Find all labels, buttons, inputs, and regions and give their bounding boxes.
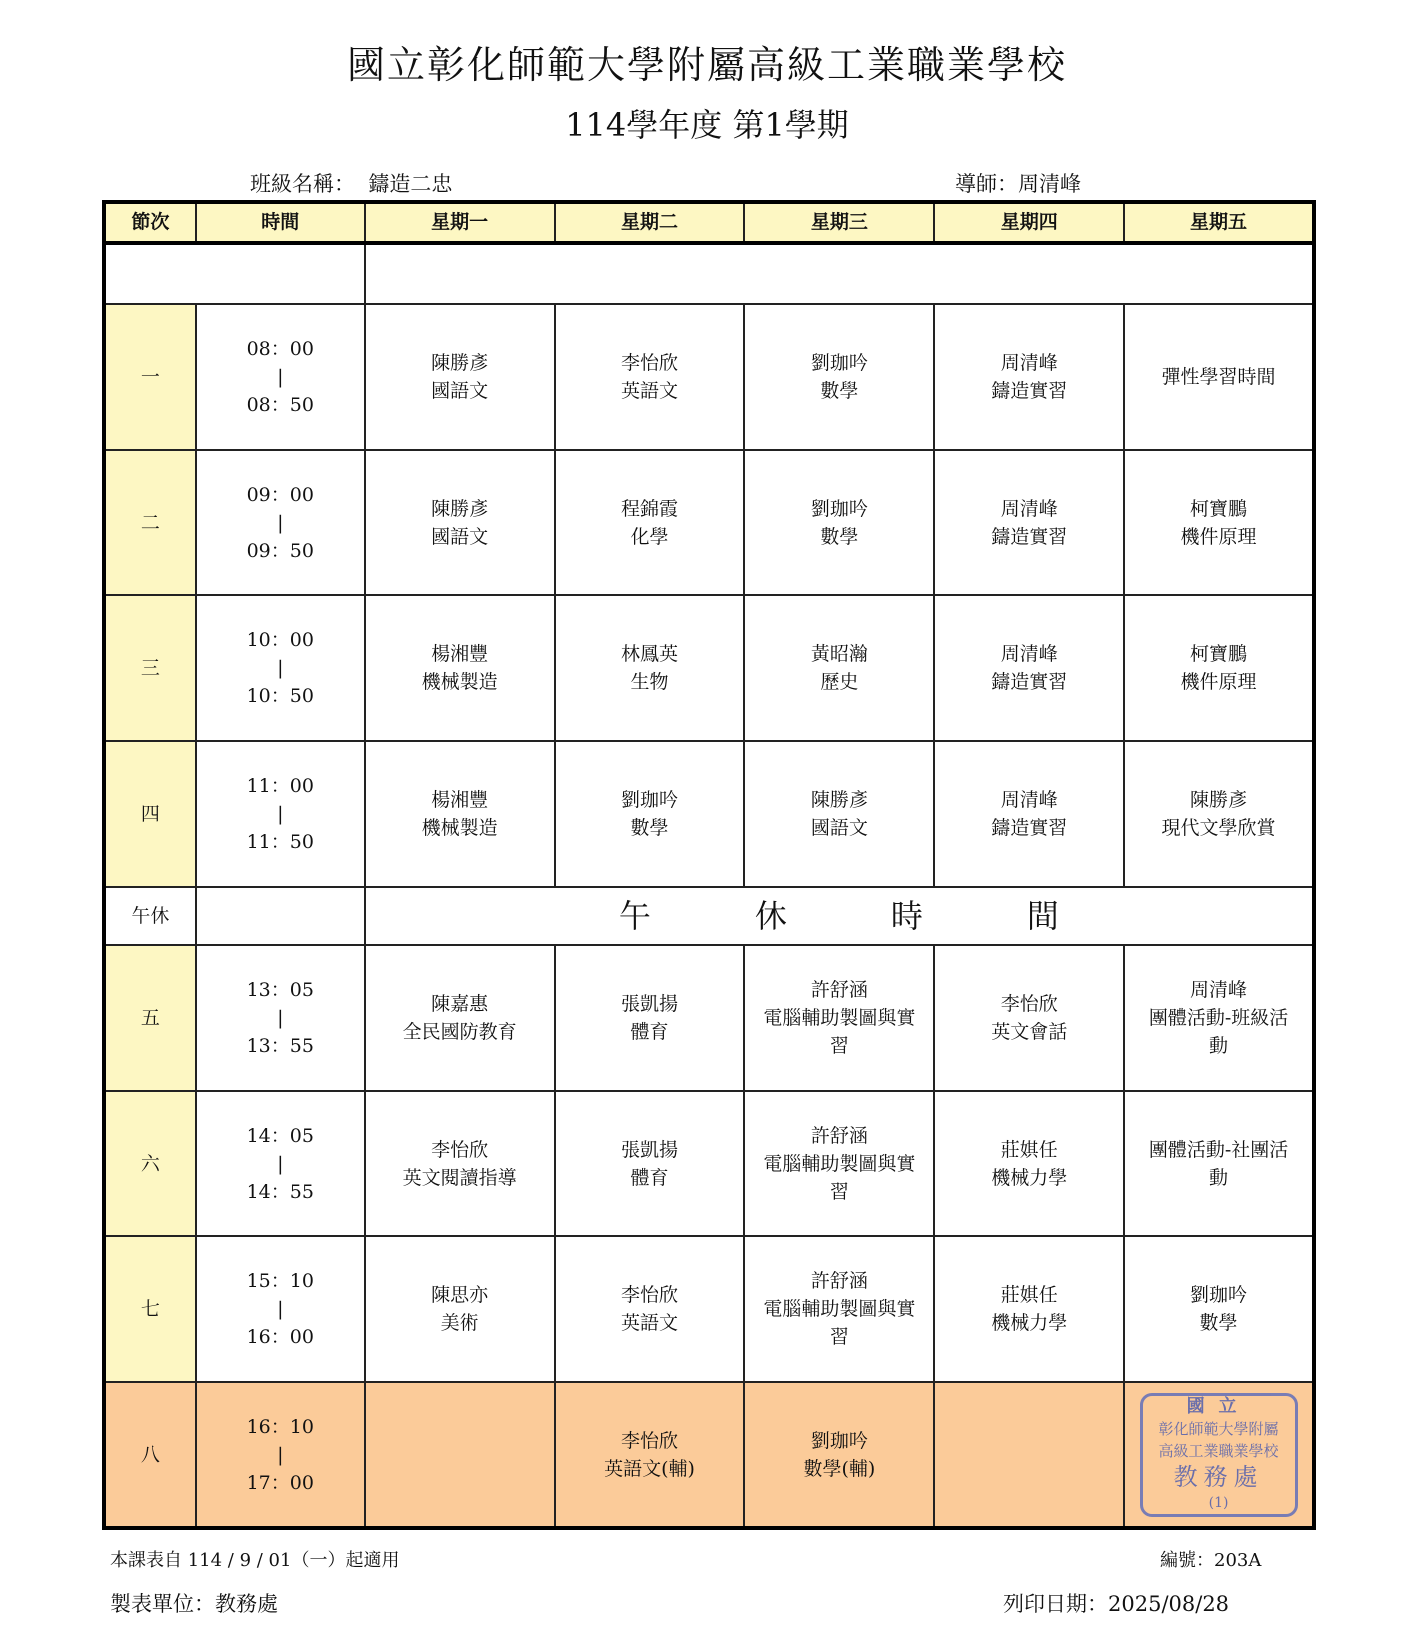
class-line: 李怡欣 (621, 1284, 679, 1307)
class-cell-tuesday (555, 450, 745, 596)
class-cell-friday (1124, 945, 1314, 1091)
table-row (104, 1091, 1314, 1237)
start-time: 16：10 (246, 1415, 314, 1438)
time-separator: | (277, 511, 284, 534)
class-cell-tuesday (555, 1236, 745, 1382)
class-line: 現代文學欣賞 (1161, 816, 1276, 839)
class-cell-friday (1124, 1236, 1314, 1382)
period-cell: 七 (104, 1236, 196, 1382)
class-cell-tuesday (555, 945, 745, 1091)
class-line: 劉珈吟 (1190, 1284, 1248, 1307)
class-cell-tuesday (555, 741, 745, 887)
time-separator: | (277, 1298, 284, 1321)
class-line: 周清峰 (1000, 351, 1058, 374)
class-cell-friday (1124, 450, 1314, 596)
class-line: 英語文(輔) (604, 1457, 695, 1480)
stamp-line: 高級工業職業學校 (1158, 1441, 1279, 1460)
class-line: 陳嘉惠 (431, 992, 489, 1015)
time-cell (196, 1091, 365, 1237)
class-line: 習 (829, 1180, 849, 1203)
class-cell-monday (365, 741, 555, 887)
class-line: 周清峰 (1000, 788, 1058, 811)
class-line: 劉珈吟 (621, 788, 679, 811)
lunch-time-cell (196, 887, 365, 945)
end-time: 13：55 (246, 1034, 314, 1057)
class-cell-wednesday (744, 304, 934, 450)
class-line: 陳勝彥 (431, 497, 489, 520)
class-line: 生物 (630, 671, 669, 694)
class-line: 黃昭瀚 (810, 643, 868, 666)
start-time: 09：00 (246, 483, 314, 506)
class-line: 李怡欣 (621, 351, 679, 374)
start-time: 13：05 (246, 978, 314, 1001)
end-time: 09：50 (246, 539, 314, 562)
class-line: 李怡欣 (621, 1429, 679, 1452)
class-line: 陳思亦 (431, 1284, 489, 1307)
class-line: 劉珈吟 (810, 497, 868, 520)
start-time: 08：00 (246, 337, 314, 360)
class-line: 鑄造實習 (991, 525, 1068, 548)
lunch-char: 時 (890, 896, 923, 935)
class-line: 莊娸任 (1000, 1284, 1058, 1307)
table-row (104, 741, 1314, 887)
schedule-code: 編號：203A (1160, 1550, 1262, 1571)
class-line: 機械力學 (991, 1166, 1068, 1189)
class-cell-wednesday (744, 595, 934, 741)
class-line: 電腦輔助製圖與實 (763, 1152, 916, 1175)
class-cell-thursday (934, 304, 1124, 450)
header-monday: 星期一 (365, 202, 555, 243)
class-cell-tuesday (555, 1091, 745, 1237)
class-cell-wednesday (744, 945, 934, 1091)
office-seal-stamp (1140, 1393, 1298, 1517)
class-cell-thursday (934, 595, 1124, 741)
class-line: 體育 (630, 1166, 669, 1189)
class-name: 鑄造二忠 (368, 172, 453, 196)
period-cell: 五 (104, 945, 196, 1091)
class-line: 數學(輔) (803, 1457, 876, 1480)
class-cell-tuesday (555, 595, 745, 741)
print-date: 列印日期：2025/08/28 (1003, 1592, 1230, 1616)
header-time: 時間 (196, 202, 365, 243)
time-cell (196, 1236, 365, 1382)
class-line: 莊娸任 (1000, 1138, 1058, 1161)
class-line: 李怡欣 (431, 1138, 489, 1161)
class-line: 楊湘豐 (431, 788, 489, 811)
class-line: 國語文 (431, 525, 489, 548)
class-cell-wednesday (744, 1236, 934, 1382)
end-time: 14：55 (246, 1180, 314, 1203)
class-line: 動 (1209, 1034, 1229, 1057)
period-cell: 八 (104, 1382, 196, 1528)
class-label: 班級名稱： (250, 172, 355, 196)
class-cell-wednesday (744, 1091, 934, 1237)
time-cell (196, 1382, 365, 1528)
class-cell-thursday (934, 1091, 1124, 1237)
class-cell-thursday (934, 741, 1124, 887)
class-cell-monday (365, 304, 555, 450)
time-separator: | (277, 802, 284, 825)
class-line: 周清峰 (1000, 497, 1058, 520)
blank-row (104, 243, 1314, 304)
start-time: 10：00 (246, 629, 314, 652)
class-cell-friday (1124, 741, 1314, 887)
class-line: 體育 (630, 1020, 669, 1043)
class-line: 英文會話 (991, 1020, 1068, 1043)
class-line: 林鳳英 (621, 643, 679, 666)
class-line: 楊湘豐 (431, 643, 489, 666)
class-line: 電腦輔助製圖與實 (763, 1006, 916, 1029)
class-cell-thursday (934, 450, 1124, 596)
class-line: 彈性學習時間 (1161, 365, 1276, 388)
maker-unit: 製表單位：教務處 (110, 1592, 278, 1616)
time-separator: | (277, 1006, 284, 1029)
table-row (104, 1382, 1314, 1528)
class-line: 柯寶鵬 (1190, 643, 1248, 666)
end-time: 16：00 (246, 1326, 314, 1349)
time-cell (196, 741, 365, 887)
lunch-char: 間 (1026, 896, 1059, 935)
class-line: 陳勝彥 (810, 788, 868, 811)
class-cell-monday (365, 1236, 555, 1382)
class-line: 電腦輔助製圖與實 (763, 1298, 916, 1321)
class-cell-wednesday (744, 450, 934, 596)
table-row (104, 595, 1314, 741)
class-line: 數學 (1199, 1312, 1238, 1335)
class-line: 周清峰 (1000, 643, 1058, 666)
class-line: 機件原理 (1180, 671, 1257, 694)
lunch-banner (365, 887, 1314, 945)
period-cell: 六 (104, 1091, 196, 1237)
class-line: 全民國防教育 (402, 1020, 517, 1043)
class-line: 鑄造實習 (991, 379, 1068, 402)
class-cell-monday (365, 595, 555, 741)
header-period: 節次 (104, 202, 196, 243)
header-tuesday: 星期二 (555, 202, 745, 243)
class-line: 國語文 (431, 379, 489, 402)
class-line: 陳勝彥 (431, 351, 489, 374)
class-line: 歷史 (820, 671, 859, 694)
end-time: 11：50 (246, 830, 314, 853)
class-line: 數學 (820, 525, 859, 548)
time-cell (196, 450, 365, 596)
header-row (104, 202, 1314, 243)
time-separator: | (277, 657, 284, 680)
school-title: 國立彰化師範大學附屬高級工業職業學校 (346, 43, 1067, 87)
class-line: 許舒涵 (810, 978, 868, 1001)
start-time: 15：10 (246, 1270, 314, 1293)
class-line: 英語文 (621, 379, 679, 402)
class-cell-tuesday (555, 304, 745, 450)
class-line: 機械製造 (421, 671, 498, 694)
class-line: 化學 (630, 525, 669, 548)
class-cell-friday (1124, 304, 1314, 450)
time-separator: | (277, 365, 284, 388)
class-line: 團體活動-社團活 (1148, 1138, 1289, 1161)
class-line: 許舒涵 (810, 1270, 868, 1293)
class-line: 機械力學 (991, 1312, 1068, 1335)
class-line: 張凱揚 (621, 992, 679, 1015)
end-time: 17：00 (246, 1471, 314, 1494)
time-separator: | (277, 1152, 284, 1175)
class-line: 團體活動-班級活 (1148, 1006, 1289, 1029)
class-line: 程錦霞 (621, 497, 679, 520)
class-cell-monday (365, 1091, 555, 1237)
class-cell-friday (1124, 1382, 1314, 1528)
class-line: 柯寶鵬 (1190, 497, 1248, 520)
class-line: 機械製造 (421, 816, 498, 839)
table-row (104, 1236, 1314, 1382)
time-cell (196, 304, 365, 450)
period-cell: 二 (104, 450, 196, 596)
tutor-info: 導師：周清峰 (955, 172, 1081, 196)
class-line: 劉珈吟 (810, 1429, 868, 1452)
blank-cell (104, 243, 365, 304)
stamp-line: 國立 (1186, 1395, 1251, 1417)
class-line: 數學 (630, 816, 669, 839)
start-time: 14：05 (246, 1124, 314, 1147)
time-cell (196, 595, 365, 741)
timetable (102, 200, 1316, 1530)
time-separator: | (277, 1443, 284, 1466)
class-line: 劉珈吟 (810, 351, 868, 374)
stamp-line: (1) (1208, 1494, 1229, 1511)
class-line: 鑄造實習 (991, 816, 1068, 839)
blank-cell (365, 243, 1314, 304)
table-row (104, 304, 1314, 450)
table-row (104, 945, 1314, 1091)
class-line: 張凱揚 (621, 1138, 679, 1161)
class-line: 陳勝彥 (1190, 788, 1248, 811)
class-cell-monday (365, 945, 555, 1091)
stamp-line: 教務處 (1173, 1462, 1264, 1491)
class-line: 習 (829, 1326, 849, 1349)
end-time: 10：50 (246, 685, 314, 708)
table-row (104, 450, 1314, 596)
class-line: 國語文 (810, 816, 868, 839)
class-line: 周清峰 (1190, 978, 1248, 1001)
period-cell: 三 (104, 595, 196, 741)
header-thursday: 星期四 (934, 202, 1124, 243)
lunch-char: 午 (618, 896, 651, 935)
period-cell: 一 (104, 304, 196, 450)
header-wednesday: 星期三 (744, 202, 934, 243)
class-cell-thursday (934, 945, 1124, 1091)
header-friday: 星期五 (1124, 202, 1314, 243)
stamp-line: 彰化師範大學附屬 (1158, 1419, 1279, 1438)
lunch-label: 午休 (104, 887, 196, 945)
class-line: 動 (1209, 1166, 1229, 1189)
class-line: 英文閱讀指導 (402, 1166, 517, 1189)
class-line: 李怡欣 (1000, 992, 1058, 1015)
lunch-row (104, 887, 1314, 945)
end-time: 08：50 (246, 393, 314, 416)
class-cell-friday (1124, 595, 1314, 741)
lunch-char: 休 (754, 896, 787, 935)
class-line: 數學 (820, 379, 859, 402)
term-title: 114學年度 第1學期 (565, 106, 849, 144)
class-info (250, 168, 452, 198)
effective-date: 本課表自 114 / 9 / 01（一）起適用 (110, 1550, 400, 1571)
class-cell-tuesday (555, 1382, 745, 1528)
class-cell-friday (1124, 1091, 1314, 1237)
time-cell (196, 945, 365, 1091)
class-line: 機件原理 (1180, 525, 1257, 548)
class-cell-thursday (934, 1236, 1124, 1382)
class-cell-wednesday (744, 1382, 934, 1528)
start-time: 11：00 (246, 774, 314, 797)
class-cell-monday (365, 1382, 555, 1528)
class-line: 習 (829, 1034, 849, 1057)
class-line: 許舒涵 (810, 1124, 868, 1147)
class-line: 鑄造實習 (991, 671, 1068, 694)
class-line: 英語文 (621, 1312, 679, 1335)
class-cell-wednesday (744, 741, 934, 887)
class-cell-thursday (934, 1382, 1124, 1528)
class-cell-monday (365, 450, 555, 596)
class-line: 美術 (440, 1312, 479, 1335)
period-cell: 四 (104, 741, 196, 887)
